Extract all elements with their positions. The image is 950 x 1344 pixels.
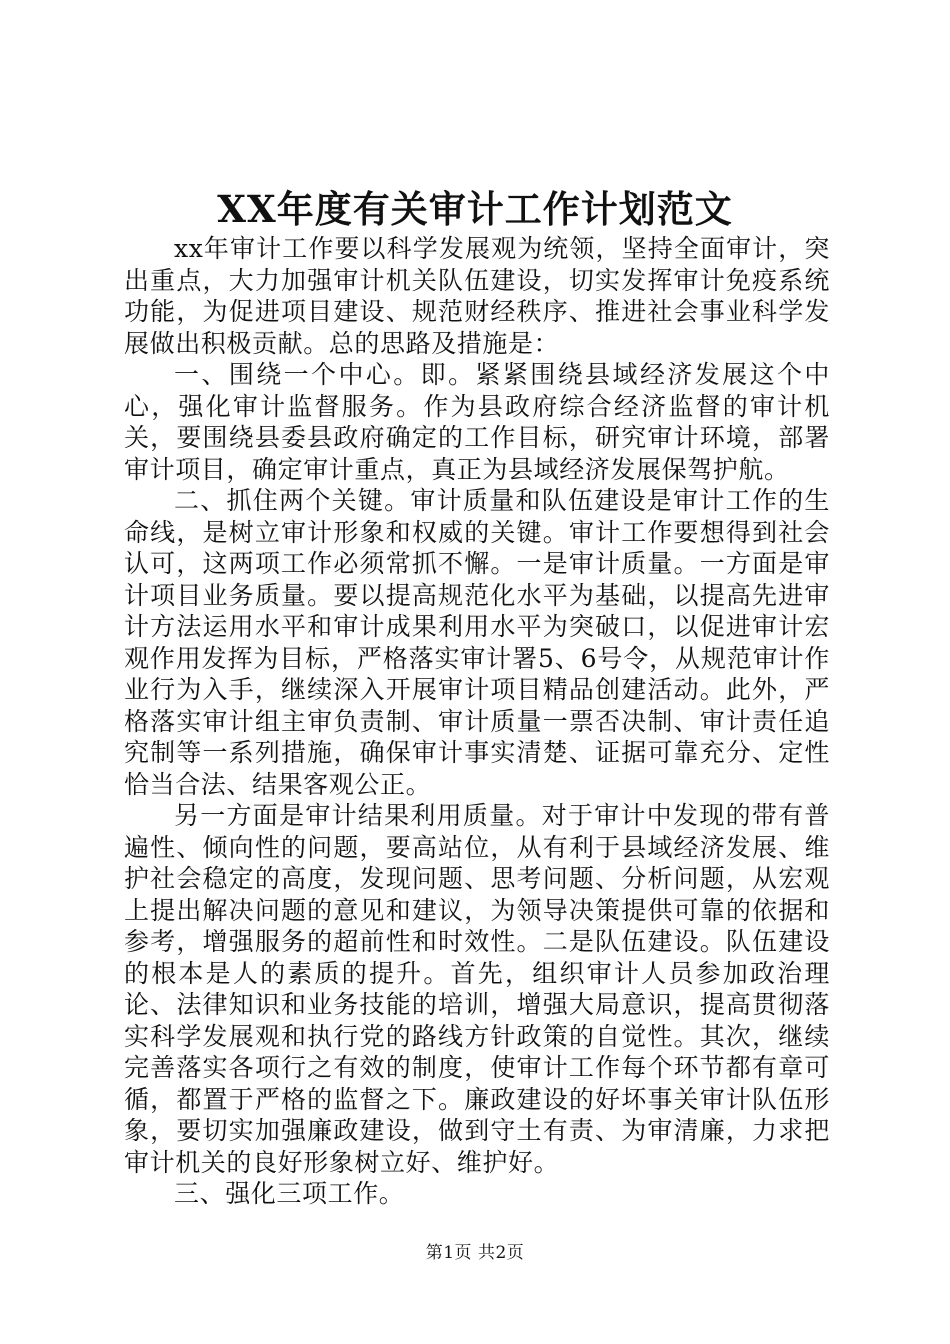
document-title: XX年度有关审计工作计划范文 xyxy=(217,187,733,231)
paragraph-intro: xx年审计工作要以科学发展观为统领，坚持全面审计，突出重点，大力加强审计机关队伍建设，切实发挥审计免疫系统功能，为促进项目建设、规范财经秩序、推进社会事业科学发展做出积极贡献。总的思路及措施是： xyxy=(124,234,830,358)
page-number-footer: 第1页 共2页 xyxy=(425,1243,525,1263)
paragraph-point-two: 二、抓住两个关键。审计质量和队伍建设是审计工作的生命线，是树立审计形象和权威的关键。审计工作要想得到社会认可，这两项工作必须常抓不懈。一是审计质量。一方面是审计项目业务质量。要以提高规范化水平为基础，以提高先进审计方法运用水平和审计成果利用水平为突破口，以促进审计宏观作用发挥为目标，严格落实审计署5、6号令，从规范审计作业行为入手，继续深入开展审计项目精品创建活动。此外，严格落实审计组主审负责制、审计质量一票否决制、审计责任追究制等一系列措施，确保审计事实清楚、证据可靠充分、定性恰当合法、结果客观公正。 xyxy=(124,486,830,799)
document-body xyxy=(124,233,830,1210)
paragraph-point-one: 一、围绕一个中心。即。紧紧围绕县域经济发展这个中心，强化审计监督服务。作为县政府综合经济监督的审计机关，要围绕县委县政府确定的工作目标，研究审计环境，部署审计项目，确定审计重点，真正为县域经济发展保驾护航。 xyxy=(124,360,830,484)
paragraph-result-quality: 另一方面是审计结果利用质量。对于审计中发现的带有普遍性、倾向性的问题，要高站位，从有利于县域经济发展、维护社会稳定的高度，发现问题、思考问题、分析问题，从宏观上提出解决问题的意见和建议，为领导决策提供可靠的依据和参考，增强服务的超前性和时效性。二是队伍建设。队伍建设的根本是人的素质的提升。首先，组织审计人员参加政治理论、法律知识和业务技能的培训，增强大局意识，提高贯彻落实科学发展观和执行党的路线方针政策的自觉性。其次，继续完善落实各项行之有效的制度，使审计工作每个环节都有章可循，都置于严格的监督之下。廉政建设的好坏事关审计队伍形象，要切实加强廉政建设，做到守土有责、为审清廉，力求把审计机关的良好形象树立好、维护好。 xyxy=(124,801,830,1177)
paragraph-point-three: 三、强化三项工作。 xyxy=(174,1179,405,1208)
